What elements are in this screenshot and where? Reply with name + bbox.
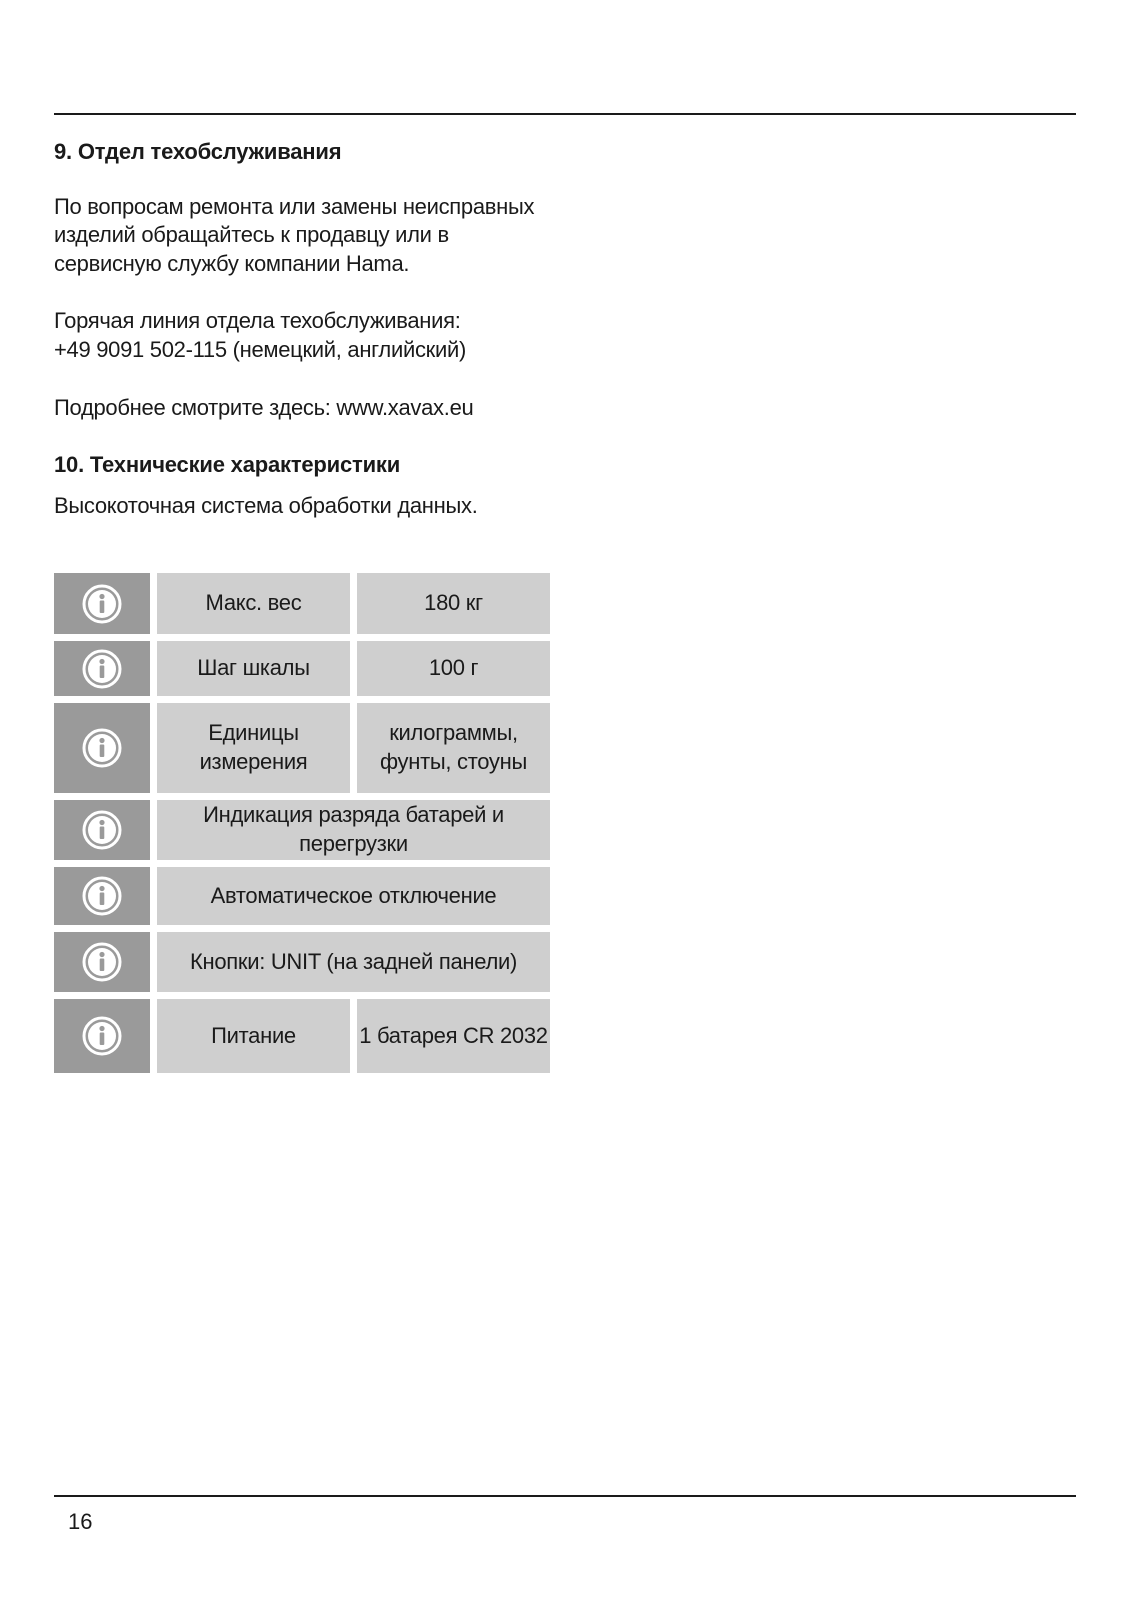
- spec-label: Шаг шкалы: [157, 641, 350, 696]
- spec-wide-line: Индикация разряда батарей и: [203, 802, 504, 828]
- hotline-line: +49 9091 502-115 (немецкий, английский): [54, 336, 466, 362]
- info-cell: [54, 999, 150, 1073]
- info-circle-icon: [82, 942, 122, 982]
- info-cell: [54, 703, 150, 793]
- more-info-line: Подробнее смотрите здесь: www.xavax.eu: [54, 394, 474, 420]
- section-10-title: 10. Технические характеристики: [54, 452, 401, 478]
- section-10-intro: Высокоточная система обработки данных.: [54, 492, 478, 518]
- info-circle-icon: [82, 876, 122, 916]
- spec-row: [54, 800, 550, 860]
- hotline-paragraph: [54, 307, 614, 364]
- spec-label: Питание: [157, 999, 350, 1073]
- info-cell: [54, 800, 150, 860]
- spec-label: [157, 703, 350, 793]
- info-cell: [54, 641, 150, 696]
- spec-value: 180 кг: [357, 573, 550, 634]
- spec-label: Макс. вес: [157, 573, 350, 634]
- spec-value-line: фунты, стоуны: [380, 749, 527, 774]
- spec-value: 1 батарея CR 2032: [357, 999, 550, 1073]
- section-9-title: 9. Отдел техобслуживания: [54, 139, 342, 164]
- spec-row: [54, 999, 550, 1073]
- spec-wide: Автоматическое отключение: [157, 867, 550, 925]
- hotline-line: Горячая линия отдела техобслуживания:: [54, 308, 461, 334]
- info-circle-icon: [82, 728, 122, 768]
- spec-row: [54, 703, 550, 793]
- service-paragraph: [54, 193, 614, 279]
- document-body: [54, 138, 614, 520]
- spec-label-line: Единицы: [208, 720, 299, 746]
- spec-value: 100 г: [357, 641, 550, 696]
- spec-row: [54, 641, 550, 696]
- spec-wide: [157, 800, 550, 860]
- info-cell: [54, 573, 150, 634]
- more-info-paragraph: [54, 394, 614, 423]
- spec-row: [54, 867, 550, 925]
- service-paragraph-line: По вопросам ремонта или замены неисправных: [54, 193, 535, 219]
- info-circle-icon: [82, 1016, 122, 1056]
- footer-rule: [54, 1495, 1076, 1497]
- spec-wide-line: перегрузки: [299, 831, 408, 856]
- spec-label-line: измерения: [199, 749, 308, 774]
- spec-value-line: килограммы,: [389, 720, 518, 746]
- info-circle-icon: [82, 584, 122, 624]
- spec-row: [54, 932, 550, 992]
- service-paragraph-line: сервисную службу компании Hama.: [54, 250, 410, 276]
- spec-value: [357, 703, 550, 793]
- info-cell: [54, 867, 150, 925]
- spec-wide: Кнопки: UNIT (на задней панели): [157, 932, 550, 992]
- info-circle-icon: [82, 810, 122, 850]
- info-circle-icon: [82, 649, 122, 689]
- spec-table: [54, 573, 550, 1080]
- spec-row: [54, 573, 550, 634]
- page-number: 16: [68, 1509, 93, 1534]
- info-cell: [54, 932, 150, 992]
- service-paragraph-line: изделий обращайтесь к продавцу или в: [54, 222, 449, 248]
- header-rule: [54, 113, 1076, 115]
